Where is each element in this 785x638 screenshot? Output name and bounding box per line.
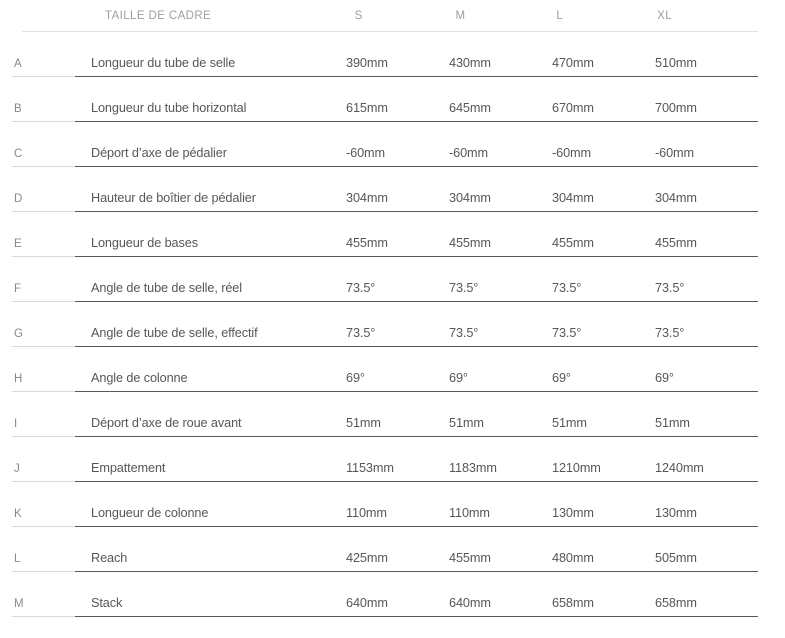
value-s: 51mm xyxy=(346,416,381,430)
value-l: 130mm xyxy=(552,506,594,520)
value-xl: 505mm xyxy=(655,551,697,565)
value-xl: -60mm xyxy=(655,146,694,160)
value-m: 455mm xyxy=(449,551,491,565)
row-letter-cell xyxy=(0,77,74,122)
value-xl: 510mm xyxy=(655,56,697,70)
row-letter-label: E xyxy=(14,238,22,250)
value-s: 73.5° xyxy=(346,281,376,295)
value-m: -60mm xyxy=(449,146,488,160)
row-main xyxy=(74,527,758,572)
value-l: 670mm xyxy=(552,101,594,115)
row-letter-label: C xyxy=(14,148,23,160)
row-letter-label: B xyxy=(14,103,22,115)
value-s: 425mm xyxy=(346,551,388,565)
table-row xyxy=(0,347,785,392)
row-letter-cell xyxy=(0,167,74,212)
value-m: 430mm xyxy=(449,56,491,70)
row-main xyxy=(74,77,758,122)
column-header-xl: XL xyxy=(657,9,673,22)
table-row xyxy=(0,527,785,572)
row-letter-cell xyxy=(0,32,74,77)
value-l: 658mm xyxy=(552,596,594,610)
row-letter-cell xyxy=(0,347,74,392)
value-m: 73.5° xyxy=(449,326,479,340)
row-main xyxy=(74,302,758,347)
row-main xyxy=(74,347,758,392)
value-l: 51mm xyxy=(552,416,587,430)
value-xl: 130mm xyxy=(655,506,697,520)
value-xl: 73.5° xyxy=(655,326,685,340)
column-header-l: L xyxy=(556,9,564,22)
row-main xyxy=(74,32,758,77)
value-xl: 658mm xyxy=(655,596,697,610)
row-main xyxy=(74,257,758,302)
value-s: 640mm xyxy=(346,596,388,610)
row-letter-label: A xyxy=(14,58,22,70)
row-label: Longueur de bases xyxy=(91,236,198,250)
row-letter-cell xyxy=(0,572,74,617)
table-row xyxy=(0,32,785,77)
row-letter-label: M xyxy=(14,598,24,610)
row-label: Stack xyxy=(91,596,123,610)
value-m: 110mm xyxy=(449,506,490,520)
column-header-frame-size: TAILLE DE CADRE xyxy=(105,9,212,22)
row-label: Angle de tube de selle, réel xyxy=(91,281,242,295)
table-row xyxy=(0,77,785,122)
value-m: 645mm xyxy=(449,101,491,115)
value-l: 69° xyxy=(552,371,571,385)
row-label: Longueur du tube horizontal xyxy=(91,101,247,115)
row-letter-cell xyxy=(0,437,74,482)
row-letter-cell xyxy=(0,257,74,302)
row-label: Angle de colonne xyxy=(91,371,188,385)
table-row xyxy=(0,212,785,257)
value-m: 1183mm xyxy=(449,461,497,475)
value-l: 455mm xyxy=(552,236,594,250)
row-main xyxy=(74,482,758,527)
row-letter-label: D xyxy=(14,193,23,205)
value-s: -60mm xyxy=(346,146,385,160)
value-xl: 1240mm xyxy=(655,461,704,475)
table-header-row xyxy=(22,0,758,32)
table-row xyxy=(0,482,785,527)
table-row xyxy=(0,257,785,302)
row-main xyxy=(74,167,758,212)
row-letter-cell xyxy=(0,302,74,347)
row-letter-label: H xyxy=(14,373,23,385)
row-main xyxy=(74,392,758,437)
row-letter-cell xyxy=(0,527,74,572)
row-label: Empattement xyxy=(91,461,166,475)
column-header-s: S xyxy=(354,9,363,22)
value-l: 304mm xyxy=(552,191,594,205)
value-s: 1153mm xyxy=(346,461,394,475)
row-label: Déport d’axe de roue avant xyxy=(91,416,242,430)
value-xl: 73.5° xyxy=(655,281,685,295)
value-l: 480mm xyxy=(552,551,594,565)
value-s: 304mm xyxy=(346,191,388,205)
value-s: 110mm xyxy=(346,506,387,520)
value-xl: 700mm xyxy=(655,101,697,115)
value-l: -60mm xyxy=(552,146,591,160)
table-row xyxy=(0,392,785,437)
value-xl: 455mm xyxy=(655,236,697,250)
table-body xyxy=(0,32,785,617)
row-label: Longueur de colonne xyxy=(91,506,209,520)
value-s: 73.5° xyxy=(346,326,376,340)
row-letter-label: L xyxy=(14,553,21,565)
value-l: 1210mm xyxy=(552,461,601,475)
value-m: 455mm xyxy=(449,236,491,250)
value-l: 470mm xyxy=(552,56,594,70)
row-main xyxy=(74,212,758,257)
table-row xyxy=(0,437,785,482)
value-m: 304mm xyxy=(449,191,491,205)
row-letter-cell xyxy=(0,122,74,167)
value-l: 73.5° xyxy=(552,326,582,340)
row-label: Angle de tube de selle, effectif xyxy=(91,326,258,340)
row-main xyxy=(74,572,758,617)
value-xl: 304mm xyxy=(655,191,697,205)
value-s: 455mm xyxy=(346,236,388,250)
row-letter-label: J xyxy=(14,463,21,475)
row-label: Reach xyxy=(91,551,128,565)
table-row xyxy=(0,167,785,212)
row-label: Déport d’axe de pédalier xyxy=(91,146,227,160)
value-s: 69° xyxy=(346,371,365,385)
row-main xyxy=(74,437,758,482)
row-letter-cell xyxy=(0,482,74,527)
column-header-m: M xyxy=(455,9,466,22)
value-l: 73.5° xyxy=(552,281,582,295)
table-row xyxy=(0,572,785,617)
row-letter-cell xyxy=(0,392,74,437)
value-m: 73.5° xyxy=(449,281,479,295)
value-m: 640mm xyxy=(449,596,491,610)
row-letter-label: G xyxy=(14,328,24,340)
value-m: 69° xyxy=(449,371,468,385)
value-s: 615mm xyxy=(346,101,388,115)
row-main xyxy=(74,122,758,167)
table-row xyxy=(0,302,785,347)
row-letter-cell xyxy=(0,212,74,257)
value-xl: 69° xyxy=(655,371,674,385)
value-m: 51mm xyxy=(449,416,484,430)
row-letter-label: I xyxy=(14,418,18,430)
value-s: 390mm xyxy=(346,56,388,70)
row-label: Longueur du tube de selle xyxy=(91,56,236,70)
table-row xyxy=(0,122,785,167)
row-label: Hauteur de boîtier de pédalier xyxy=(91,191,256,205)
row-letter-label: F xyxy=(14,283,22,295)
row-letter-label: K xyxy=(14,508,22,520)
value-xl: 51mm xyxy=(655,416,690,430)
